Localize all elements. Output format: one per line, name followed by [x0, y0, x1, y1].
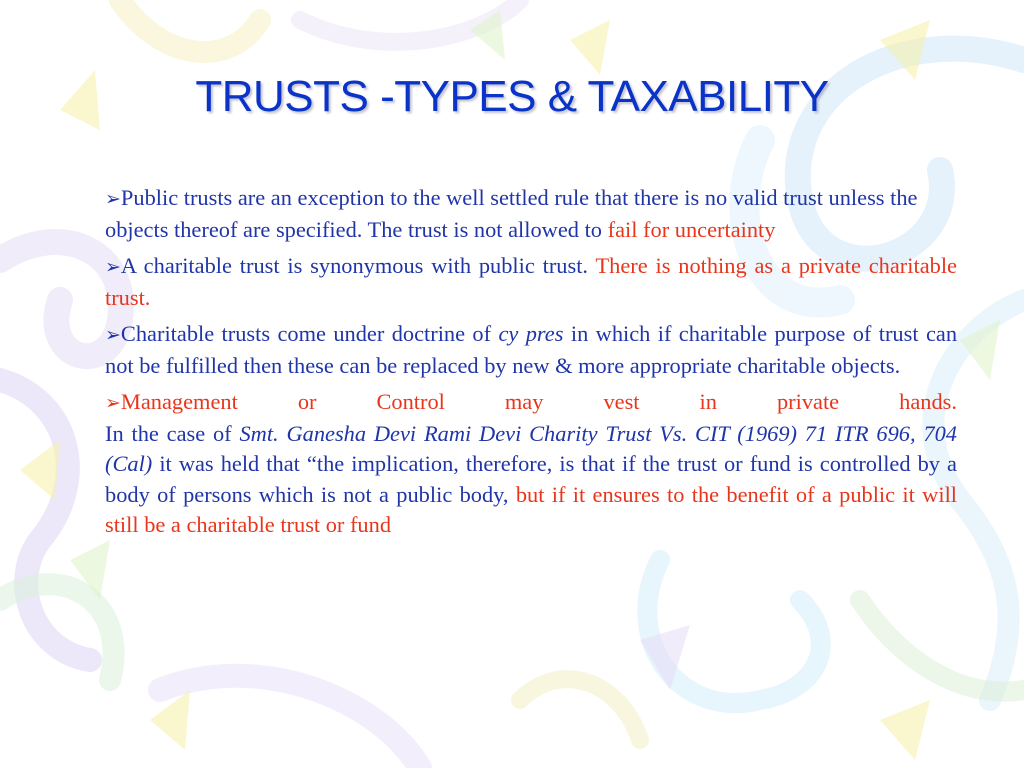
arrow-bullet-icon: ➢: [105, 392, 121, 414]
bullet-4-heading-word: in: [699, 389, 717, 414]
bullet-4-text-continued: it was held that “the implication, therefore, is that if the trust or fund is controlled by a body of persons which is not a public body,: [105, 451, 957, 507]
bullet-4-heading-word: Control: [376, 389, 445, 414]
bullet-4-text: In the case of: [105, 420, 240, 446]
bullet-3-text: Charitable trusts come under doctrine of: [120, 321, 499, 346]
bullet-1-text: Public trusts are an exception to the well settled rule that there is no valid trust unless the objects thereof are specified. The trust is not allowed to: [105, 185, 918, 242]
bullet-point-4: [105, 387, 957, 541]
bullet-4-heading-word: vest: [603, 389, 640, 414]
bullet-2-highlight: There is nothing as a private charitable trust.: [105, 253, 957, 310]
bullet-4-heading-word: may: [504, 389, 544, 414]
arrow-bullet-icon: ➢: [105, 256, 121, 278]
bullet-4-heading-word: Management: [120, 389, 238, 414]
arrow-bullet-icon: ➢: [105, 188, 121, 210]
bullet-3-text-continued: in which if charitable purpose of trust can not be fulfilled then these can be replaced by new & more appropriate charitable objects.: [105, 321, 958, 378]
arrow-bullet-icon: ➢: [105, 324, 121, 346]
bullet-4-highlight: but if it ensures to the benefit of a public it will still be a charitable trust or fund: [105, 481, 958, 537]
bullet-4-heading: [105, 387, 957, 419]
slide-body: [105, 183, 957, 547]
bullet-4-body: [105, 419, 957, 541]
bullet-point-1: [105, 183, 957, 245]
bullet-4-heading-word: private: [776, 389, 840, 414]
bullet-1-highlight: fail for uncertainty: [607, 216, 776, 242]
slide-title: TRUSTS -TYPES & TAXABILITY: [195, 72, 829, 121]
bullet-point-3: [105, 319, 957, 381]
bullet-3-italic-term: cy pres: [498, 321, 564, 346]
bullet-point-2: [105, 251, 957, 313]
bullet-4-heading-word: hands.: [899, 389, 957, 414]
bullet-2-text: A charitable trust is synonymous with public trust.: [120, 253, 596, 278]
bullet-4-heading-word: or: [297, 389, 317, 414]
case-citation: Smt. Ganesha Devi Rami Devi Charity Trust Vs. CIT (1969) 71 ITR 696, 704 (Cal): [105, 420, 957, 476]
